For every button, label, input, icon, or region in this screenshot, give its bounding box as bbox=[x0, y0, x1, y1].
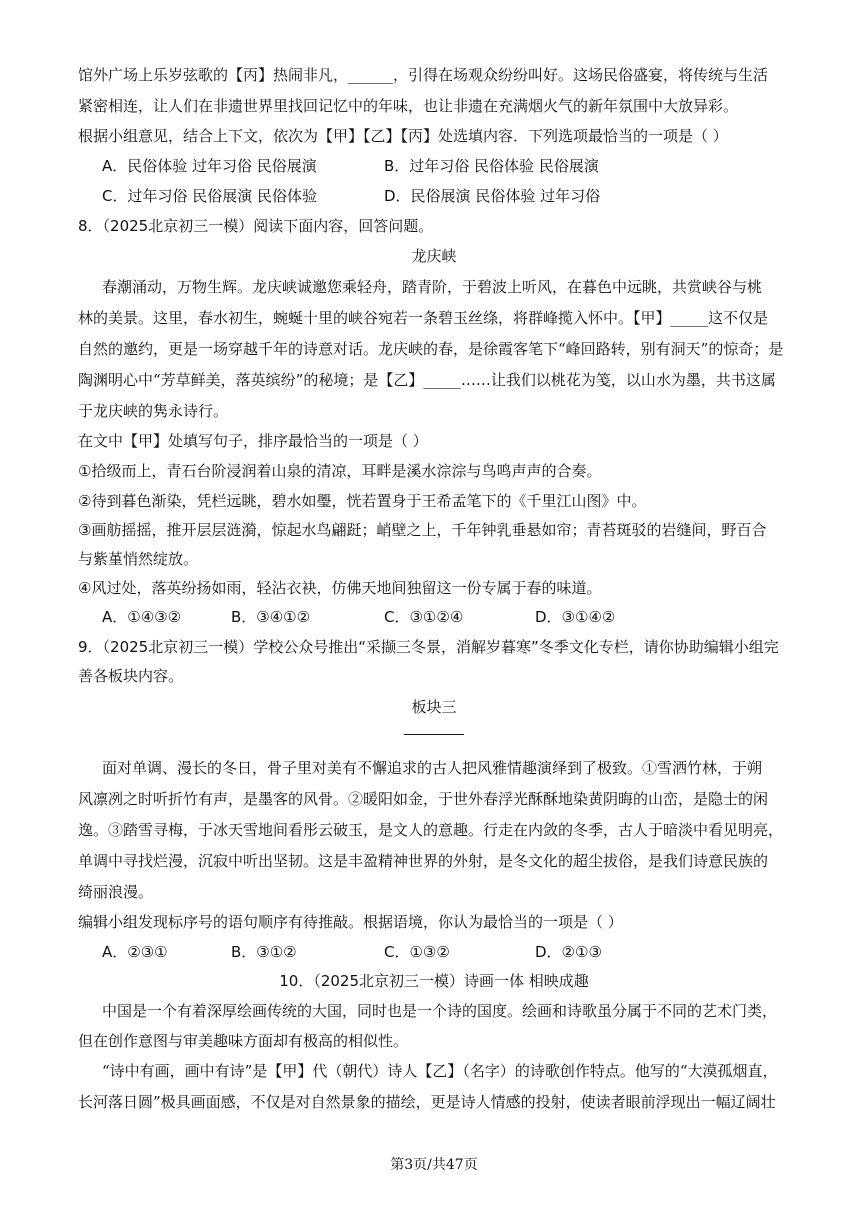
option-c: C．③①②④ bbox=[384, 608, 464, 626]
passage-title: 龙庆峡 bbox=[411, 247, 457, 265]
section-title: 板块三 bbox=[411, 698, 457, 716]
question-text: 根据小组意见，结合上下文，依次为【甲】【乙】【丙】处选填内容．下列选项最恰当的一项是（ ） bbox=[78, 127, 728, 145]
question-stem: 8．（2025北京初三一模）阅读下面内容，回答问题。 bbox=[78, 217, 434, 235]
option-d: D．民俗展演 民俗体验 过年习俗 bbox=[384, 187, 601, 205]
list-item: ③画舫摇摇，推开层层涟漪，惊起水鸟翩跹；峭壁之上，千年钟乳垂悬如帘；青苔斑驳的岩缝间，野百合 bbox=[78, 521, 767, 539]
blank-underline bbox=[404, 734, 464, 735]
option-a: A．②③① bbox=[102, 943, 168, 961]
page-number: 第3页/共47页 bbox=[390, 1157, 478, 1173]
question-text: 编辑小组发现标序号的语句顺序有待推敲。根据语境，你认为最恰当的一项是（ ） bbox=[78, 913, 623, 931]
list-item: ②待到暮色渐染，凭栏远眺，碧水如璺，恍若置身于王希孟笔下的《千里江山图》中。 bbox=[78, 492, 647, 510]
passage-line: 单调中寻找烂漫，沉寂中听出坚韧。这是丰盈精神世界的外射，是冬文化的超尘拔俗，是我们诗意民族的 bbox=[78, 852, 769, 870]
passage-line: 绮丽浪漫。 bbox=[78, 883, 154, 901]
paragraph-line: 馆外广场上乐岁弦歌的【丙】热闹非凡，______，引得在场观众纷纷叫好。这场民俗盛宴，将传统与生活 bbox=[78, 66, 769, 84]
passage-line: 林的美景。这里，春水初生，蜿蜒十里的峡谷宛若一条碧玉丝绦，将群峰揽入怀中。【甲】_____这不仅是 bbox=[78, 309, 769, 327]
passage-line: 中国是一个有着深厚绘画传统的大国，同时也是一个诗的国度。绘画和诗歌虽分属于不同的艺术门类， bbox=[102, 1002, 778, 1020]
passage-line: 但在创作意图与审美趣味方面却有极高的相似性。 bbox=[78, 1032, 409, 1050]
option-a: A．①④③② bbox=[102, 608, 182, 626]
passage-line: 陶渊明心中“芳草鲜美，落英缤纷”的秘境；是【乙】_____……让我们以桃花为笺，以山水为墨，共书这属 bbox=[78, 371, 776, 389]
option-c: C．过年习俗 民俗展演 民俗体验 bbox=[102, 187, 318, 205]
passage-line: 面对单调、漫长的冬日，骨子里对美有不懈追求的古人把风雅情趣演绎到了极致。①雪洒竹林，于朔 bbox=[102, 759, 763, 777]
passage-line: 风凛冽之时听折竹有声，是墨客的风骨。②暖阳如金，于世外春浮光酥酥地染黄阴晦的山峦，是隐士的闲 bbox=[78, 790, 769, 808]
option-b: B．过年习俗 民俗体验 民俗展演 bbox=[384, 157, 599, 175]
option-a: A．民俗体验 过年习俗 民俗展演 bbox=[102, 157, 317, 175]
passage-line: 逸。③踏雪寻梅，于冰天雪地间看彤云破玉，是文人的意趣。行走在内敛的冬季，古人于暗淡中看见明亮， bbox=[78, 821, 784, 839]
list-item: ④风过处，落英纷扬如雨，轻沾衣袂，仿佛天地间独留这一份专属于春的味道。 bbox=[78, 579, 602, 597]
passage-line: 春潮涌动，万物生辉。龙庆峡诚邀您乘轻舟，踏青阶，于碧波上听风，在暮色中远眺，共赏峡谷与桃 bbox=[102, 278, 763, 296]
option-d: D．③①④② bbox=[535, 608, 616, 626]
question-text: 在文中【甲】处填写句子，排序最恰当的一项是（ ） bbox=[78, 432, 428, 450]
option-d: D．②①③ bbox=[535, 943, 602, 961]
option-c: C．①③② bbox=[384, 943, 450, 961]
passage-line: 自然的邀约，更是一场穿越千年的诗意对话。龙庆峡的春，是徐霞客笔下“峰回路转，别有洞天”的惊奇；是 bbox=[78, 340, 784, 358]
passage-line: “诗中有画，画中有诗”是【甲】代（朝代）诗人【乙】（名字）的诗歌创作特点。他写的“大漠孤烟直， bbox=[102, 1062, 778, 1080]
passage-line: 于龙庆峡的隽永诗行。 bbox=[78, 402, 229, 420]
option-b: B．③①② bbox=[231, 943, 297, 961]
question-stem: 善各板块内容。 bbox=[78, 667, 184, 685]
paragraph-line: 紧密相连，让人们在非遗世界里找回记忆中的年味，也让非遗在充满烟火气的新年氛围中大放异彩。 bbox=[78, 97, 739, 115]
list-item: 与紫堇悄然绽放。 bbox=[78, 550, 199, 568]
list-item: ①拾级而上，青石台阶浸润着山泉的清凉，耳畔是溪水淙淙与鸟鸣声声的合奏。 bbox=[78, 462, 602, 480]
question-stem: 9．（2025北京初三一模）学校公众号推出“采撷三冬景，消解岁暮寒”冬季文化专栏，请你协助编辑小组完 bbox=[78, 638, 779, 656]
passage-line: 长河落日圆”极具画面感，不仅是对自然景象的描绘，更是诗人情感的投射，使读者眼前浮现出一幅辽阔壮 bbox=[78, 1093, 776, 1111]
question-title: 10．（2025北京初三一模）诗画一体 相映成趣 bbox=[279, 972, 589, 990]
option-b: B．③④①② bbox=[231, 608, 311, 626]
